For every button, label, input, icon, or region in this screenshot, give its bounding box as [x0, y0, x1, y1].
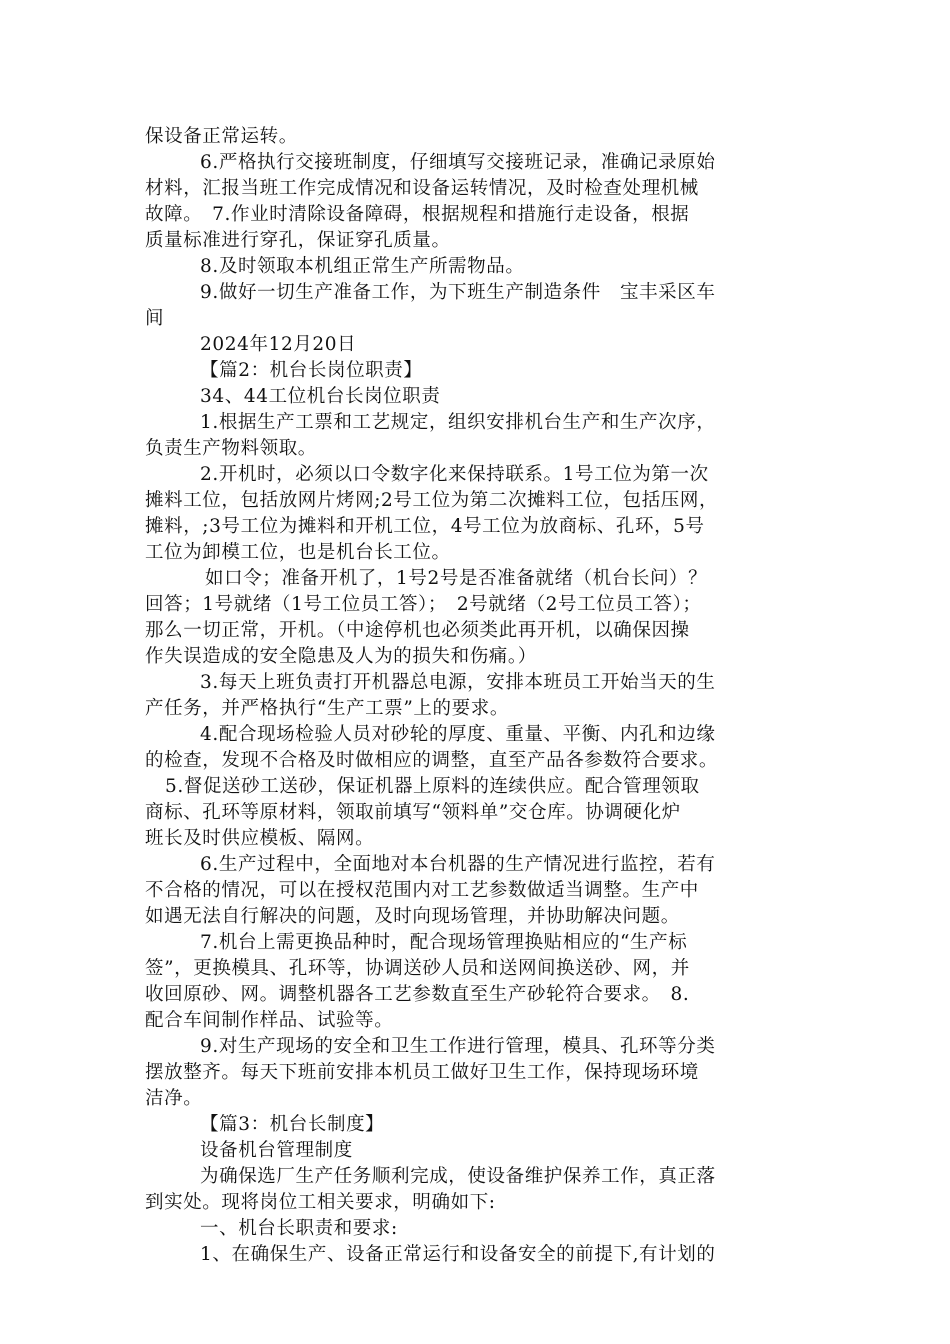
text-line: 作失误造成的安全隐患及人为的损失和伤痛。） — [145, 646, 537, 667]
text-line: 5.督促送砂工送砂，保证机器上原料的连续供应。配合管理领取 — [165, 776, 700, 797]
text-line: 如口令；准备开机了，1号2号是否准备就绪（机台长问）？ — [205, 568, 708, 589]
text-line: 保设备正常运转。 — [145, 126, 298, 147]
text-line: 签”，更换模具、孔环等，协调送砂人员和送网间换送砂、网，并 — [145, 958, 690, 979]
text-line: 3.每天上班负责打开机器总电源，安排本班员工开始当天的生 — [200, 672, 716, 693]
text-line: 6.严格执行交接班制度，仔细填写交接班记录，准确记录原始 — [200, 152, 716, 173]
text-line: 1、在确保生产、设备正常运行和设备安全的前提下,有计划的 — [200, 1244, 716, 1265]
text-line: 一、机台长职责和要求: — [200, 1218, 398, 1239]
document-date: 2024年12月20日 — [200, 334, 357, 355]
text-line: 9.做好一切生产准备工作，为下班生产制造条件 宝丰采区车 — [200, 282, 716, 303]
text-line: 收回原砂、网。调整机器各工艺参数直至生产砂轮符合要求。 8. — [145, 984, 690, 1005]
section-heading: 【篇3：机台长制度】 — [200, 1114, 385, 1135]
text-line: 回答；1号就绪（1号工位员工答）； 2号就绪（2号工位员工答）； — [145, 594, 702, 615]
text-line: 2.开机时，必须以口令数字化来保持联系。1号工位为第一次 — [200, 464, 709, 485]
text-line: 间 — [145, 308, 165, 329]
text-line: 产任务，并严格执行“生产工票”上的要求。 — [145, 698, 509, 719]
text-line: 商标、孔环等原材料，领取前填写“领料单”交仓库。协调硬化炉 — [145, 802, 681, 823]
section-subtitle: 34、44工位机台长岗位职责 — [200, 386, 441, 407]
text-line: 6.生产过程中，全面地对本台机器的生产情况进行监控，若有 — [200, 854, 716, 875]
text-line: 1.根据生产工票和工艺规定，组织安排机台生产和生产次序， — [200, 412, 716, 433]
text-line: 摊料，;3号工位为摊料和开机工位，4号工位为放商标、孔环，5号 — [145, 516, 705, 537]
text-line: 那么一切正常，开机。（中途停机也必须类此再开机，以确保因操 — [145, 620, 690, 641]
text-line: 到实处。现将岗位工相关要求，明确如下: — [145, 1192, 496, 1213]
text-line: 配合车间制作样品、试验等。 — [145, 1010, 394, 1031]
text-line: 9.对生产现场的安全和卫生工作进行管理，模具、孔环等分类 — [200, 1036, 716, 1057]
text-line: 工位为卸模工位，也是机台长工位。 — [145, 542, 451, 563]
text-line: 摊料工位，包括放网片烤网;2号工位为第二次摊料工位，包括压网， — [145, 490, 719, 511]
text-line: 洁净。 — [145, 1088, 203, 1109]
section-subtitle: 设备机台管理制度 — [200, 1140, 353, 1161]
text-line: 负责生产物料领取。 — [145, 438, 317, 459]
text-line: 质量标准进行穿孔，保证穿孔质量。 — [145, 230, 451, 251]
text-line: 摆放整齐。每天下班前安排本机员工做好卫生工作，保持现场环境 — [145, 1062, 699, 1083]
text-line: 7.机台上需更换品种时，配合现场管理换贴相应的“生产标 — [200, 932, 688, 953]
text-line: 材料，汇报当班工作完成情况和设备运转情况，及时检查处理机械 — [145, 178, 699, 199]
text-line: 故障。 7.作业时清除设备障碍，根据规程和措施行走设备，根据 — [145, 204, 690, 225]
text-line: 的检查，发现不合格及时做相应的调整，直至产品各参数符合要求。 — [145, 750, 719, 771]
text-line: 8.及时领取本机组正常生产所需物品。 — [200, 256, 525, 277]
section-heading: 【篇2：机台长岗位职责】 — [200, 360, 423, 381]
text-line: 班长及时供应模板、隔网。 — [145, 828, 375, 849]
text-line: 如遇无法自行解决的问题，及时向现场管理，并协助解决问题。 — [145, 906, 680, 927]
text-line: 为确保选厂生产任务顺利完成，使设备维护保养工作，真正落 — [200, 1166, 716, 1187]
text-line: 不合格的情况，可以在授权范围内对工艺参数做适当调整。生产中 — [145, 880, 699, 901]
text-line: 4.配合现场检验人员对砂轮的厚度、重量、平衡、内孔和边缘 — [200, 724, 716, 745]
